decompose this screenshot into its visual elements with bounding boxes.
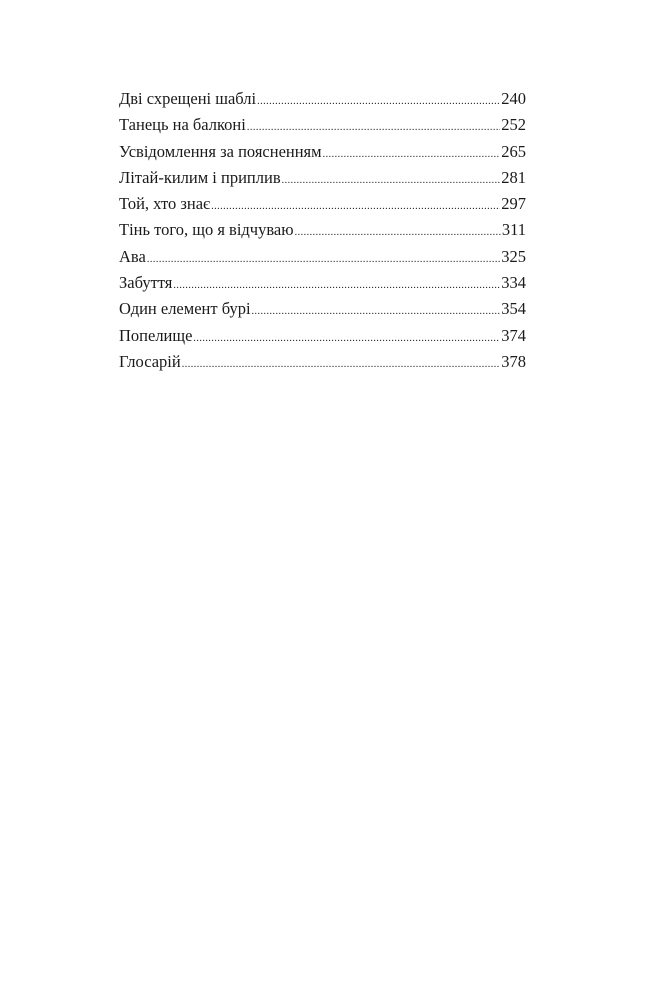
toc-entry-title: Один елемент бурі <box>119 299 251 319</box>
toc-entry-title: Забуття <box>119 273 173 293</box>
toc-entry <box>119 349 526 375</box>
toc-entry-title: Ава <box>119 246 146 266</box>
toc-entry-title: Літай-килим і приплив <box>119 167 281 187</box>
toc-entry <box>119 217 526 243</box>
toc-entry-page: 265 <box>501 141 526 161</box>
toc-leader-dots <box>182 349 501 378</box>
toc-leader-dots <box>323 139 501 168</box>
toc-entry-title: Танець на балконі <box>119 115 246 135</box>
toc-leader-dots <box>247 112 500 141</box>
toc-entry-page: 354 <box>501 299 526 319</box>
toc-entry <box>119 165 526 191</box>
toc-entry-title: Попелище <box>119 325 193 345</box>
toc-entry-page: 311 <box>501 220 526 240</box>
table-of-contents <box>119 86 526 375</box>
toc-entry-page: 374 <box>501 325 526 345</box>
toc-leader-dots <box>257 86 500 115</box>
toc-entry <box>119 244 526 270</box>
toc-entry <box>119 139 526 165</box>
toc-entry-page: 297 <box>501 194 526 214</box>
toc-leader-dots <box>193 323 500 352</box>
toc-entry <box>119 323 526 349</box>
toc-leader-dots <box>147 244 500 273</box>
toc-entry <box>119 191 526 217</box>
toc-entry-page: 252 <box>501 115 526 135</box>
toc-entry-title: Той, хто знає <box>119 194 211 214</box>
toc-entry-page: 334 <box>501 273 526 293</box>
toc-leader-dots <box>282 165 501 194</box>
toc-entry <box>119 112 526 138</box>
toc-entry-title: Дві схрещені шаблі <box>119 89 257 108</box>
toc-entry <box>119 296 526 322</box>
toc-entry <box>119 86 526 112</box>
toc-entry-page: 378 <box>501 351 526 371</box>
toc-entry-title: Усвідомлення за поясненням <box>119 141 322 161</box>
toc-entry-title: Глосарій <box>119 351 181 371</box>
toc-leader-dots <box>211 191 500 220</box>
toc-entry-title: Тінь того, що я відчуваю <box>119 220 294 240</box>
toc-leader-dots <box>173 270 500 299</box>
toc-entry <box>119 270 526 296</box>
toc-leader-dots <box>252 296 501 325</box>
toc-entry-page: 240 <box>501 89 526 108</box>
toc-leader-dots <box>295 217 501 246</box>
toc-entry-page: 325 <box>501 246 526 266</box>
toc-entry-page: 281 <box>501 167 526 187</box>
